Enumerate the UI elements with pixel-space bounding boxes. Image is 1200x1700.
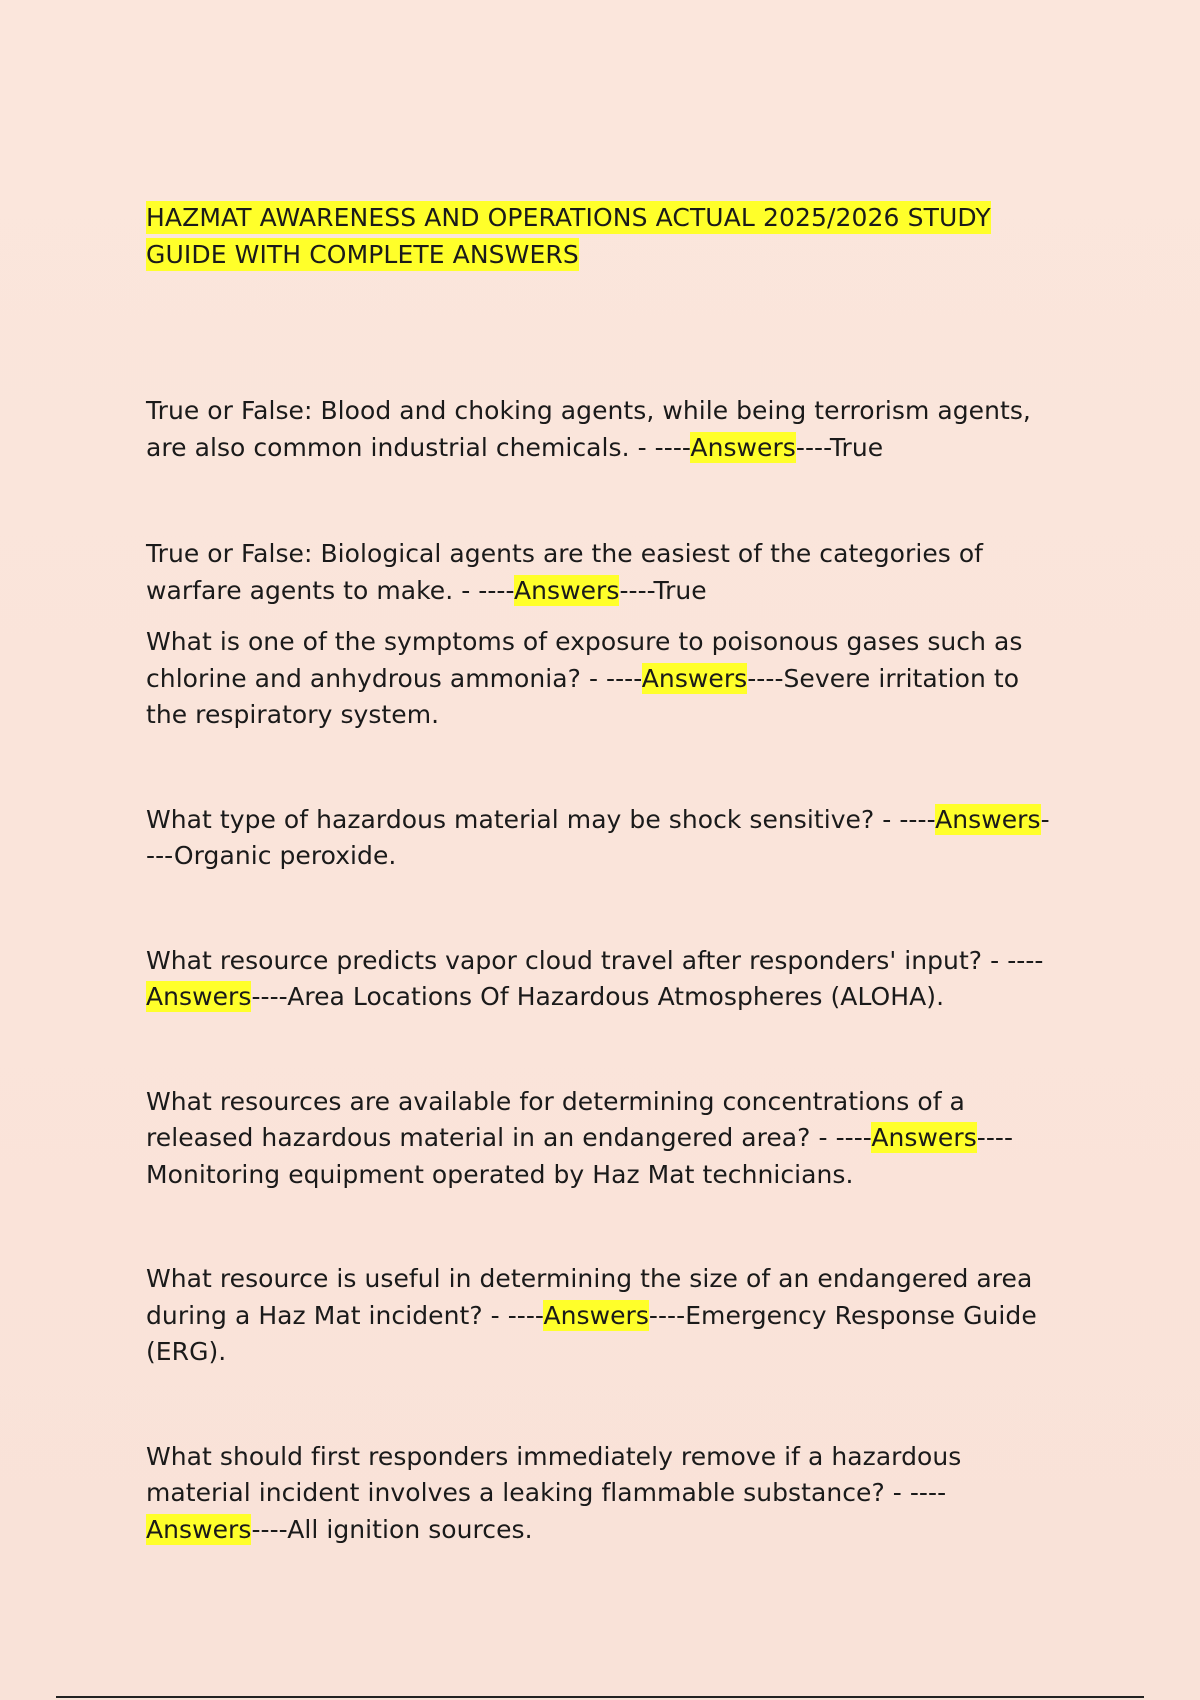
question-text: What should first responders immediately remove if a hazardous material incident involves a leaking flammable substance? - ---- bbox=[146, 1441, 962, 1507]
question-text: True or False: Biological agents are the easiest of the categories of warfare agents to make. - ---- bbox=[146, 539, 984, 605]
qa-item bbox=[146, 624, 1051, 734]
answers-marker: Answers bbox=[641, 663, 748, 693]
question-text: What resource predicts vapor cloud travel after responders' input? - ---- bbox=[146, 945, 1043, 975]
question-text: What type of hazardous material may be shock sensitive? - ---- bbox=[146, 804, 936, 834]
question-text: What resource is useful in determining the size of an endangered area during a Haz Mat incident? - ---- bbox=[146, 1264, 1033, 1330]
answer-text: ----True bbox=[795, 432, 884, 462]
document-body bbox=[146, 199, 1051, 1548]
answers-marker: Answers bbox=[871, 1123, 977, 1152]
answers-marker: Answers bbox=[543, 1300, 649, 1330]
document-title bbox=[146, 199, 1051, 273]
qa-item bbox=[146, 393, 1051, 466]
qa-item bbox=[146, 943, 1051, 1016]
answers-marker: Answers bbox=[146, 982, 252, 1011]
question-text: What is one of the symptoms of exposure to poisonous gases such as chlorine and anhydrous ammonia? - ---- bbox=[146, 627, 1023, 693]
qa-item bbox=[146, 1261, 1051, 1371]
question-text: True or False: Blood and choking agents, while being terrorism agents, are also common industrial chemicals. - ---- bbox=[146, 396, 1031, 462]
answers-marker: Answers bbox=[690, 432, 796, 462]
answer-text: ----All ignition sources. bbox=[251, 1514, 533, 1544]
question-text: What resources are available for determining concentrations of a released hazardous material in an endangered area? - ---- bbox=[146, 1086, 965, 1152]
answers-marker: Answers bbox=[514, 575, 620, 605]
footer-divider bbox=[56, 1696, 1144, 1698]
answer-text: ----Severe irritation to the respiratory system. bbox=[146, 663, 1020, 729]
answers-marker: Answers bbox=[935, 804, 1041, 834]
answer-text: ----Emergency Response Guide (ERG). bbox=[146, 1300, 1037, 1366]
qa-item bbox=[146, 802, 1051, 875]
qa-item bbox=[146, 1084, 1051, 1194]
answer-text: ----True bbox=[619, 575, 707, 605]
document-title-text: HAZMAT AWARENESS AND OPERATIONS ACTUAL 2025/2026 STUDY GUIDE WITH COMPLETE ANSWERS bbox=[146, 203, 991, 269]
answer-text: ----Organic peroxide. bbox=[146, 804, 1050, 870]
qa-item bbox=[146, 1439, 1051, 1549]
answer-text: ----Area Locations Of Hazardous Atmospheres (ALOHA). bbox=[251, 982, 945, 1011]
answers-marker: Answers bbox=[146, 1514, 252, 1544]
answer-text: ----Monitoring equipment operated by Haz Mat technicians. bbox=[146, 1123, 1014, 1189]
qa-item bbox=[146, 536, 1051, 609]
